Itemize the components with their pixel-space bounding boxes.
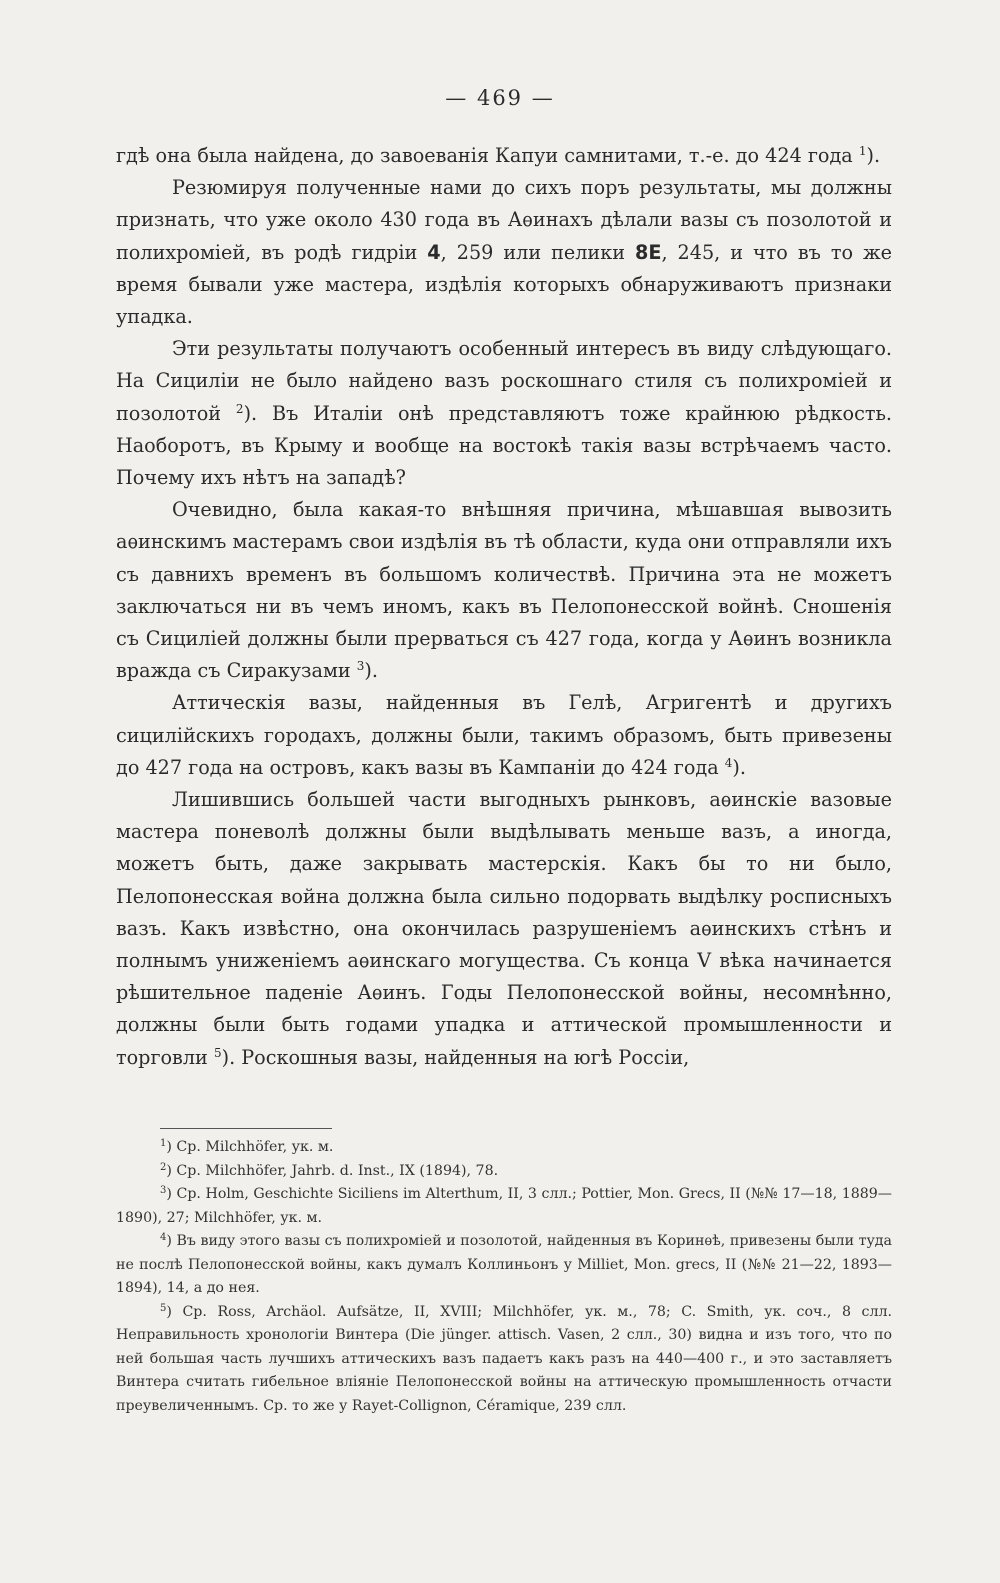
footnotes (116, 1136, 892, 1418)
footnote: $^5$) Ср. Ross, Archäol. Aufsätze, II, XVIII; Milchhöfer, ук. м., 78; C. Smith, ук. соч., 8 слл. Неправильность хронологіи Винтера (Die jünger. attisch. Vasen, 2 слл., 30) видна и изъ того, что по ней большая часть лучшихъ аттическихъ вазъ падаетъ какъ разъ на 440—400 г., и это заставляетъ Винтера считать гибельное вліяніе Пелопонесской войны на аттическую промышленность отчасти преувеличеннымъ. Ср. то же у Rayet-Collignon, Céramique, 239 слл. (116, 1302, 892, 1414)
paragraph: Эти результаты получаютъ особенный интересъ въ виду слѣдующаго. На Сициліи не было найдено вазъ роскошнаго стиля съ полихроміей и позолотой $^2$). Въ Италіи онѣ представляютъ тоже крайнюю рѣдкость. Наоборотъ, въ Крыму и вообще на востокѣ такія вазы встрѣчаемъ часто. Почему ихъ нѣтъ на западѣ? (116, 337, 892, 490)
footnote-ref: 5 (213, 1045, 222, 1060)
footnote-ref: 1 (858, 144, 867, 158)
footnote-ref: 2 (235, 401, 244, 416)
footnote: $^1$) Ср. Milchhöfer, ук. м. (160, 1138, 334, 1155)
paragraph: Аттическія вазы, найденныя въ Гелѣ, Агригентѣ и другихъ сицилійскихъ городахъ, должны были, такимъ образомъ, быть привезены до 427 года на островъ, какъ вазы въ Кампаніи до 424 года $^4$). (116, 691, 892, 779)
paragraph: гдѣ она была найдена, до завоеванія Капуи самнитами, т.-е. до 424 года $^1$). (116, 144, 881, 167)
bold-number: 8E (634, 240, 662, 264)
footnote: $^2$) Ср. Milchhöfer, Jahrb. d. Inst., IX (1894), 78. (160, 1161, 499, 1179)
page-number: — 469 — (445, 86, 555, 110)
footnote-ref: 4 (724, 755, 733, 770)
footnote-ref: 3 (356, 659, 365, 674)
footnote-divider (160, 1128, 332, 1129)
bold-number: 4 (427, 240, 441, 264)
paragraph: Очевидно, была какая-то внѣшняя причина, мѣшавшая вывозить аѳинскимъ мастерамъ свои издѣлія въ тѣ области, куда они отправляли ихъ съ давнихъ временъ въ большомъ количествѣ. Причина эта не можетъ заключаться ни въ чемъ иномъ, какъ въ Пелопонесской войнѣ. Сношенія съ Сициліей должны были прерваться съ 427 года, когда у Аѳинъ возникла вражда съ Сиракузами $^3$). (116, 498, 892, 683)
footnote: $^4$) Въ виду этого вазы съ полихроміей и позолотой, найденныя въ Коринѳѣ, привезены были туда не послѣ Пелопонесской войны, какъ думалъ Коллиньонъ у Milliet, Mon. grecs, II (№№ 21—22, 1893—1894), 14, а до нея. (116, 1232, 892, 1296)
footnote: $^3$) Ср. Holm, Geschichte Siciliens im Alterthum, II, 3 слл.; Pottier, Mon. Grecs, II (№№ 17—18, 1889—1890), 27; Milchhöfer, ук. м. (116, 1185, 892, 1226)
paragraph: Лишившись большей части выгодныхъ рынковъ, аѳинскіе вазовые мастера поневолѣ должны были выдѣлывать меньше вазъ, а иногда, можетъ быть, даже закрывать мастерскія. Какъ бы то ни было, Пелопонесская война должна была сильно подорвать выдѣлку росписныхъ вазъ. Какъ извѣстно, она окончилась разрушеніемъ аѳинскихъ стѣнъ и полнымъ униженіемъ аѳинскаго могущества. Съ конца V вѣка начинается рѣшительное паденіе Аѳинъ. Годы Пелопонесской войны, несомнѣнно, должны были быть годами упадка и аттической промышленности и торговли $^5$). Роскошныя вазы, найденныя на югѣ Россіи, (116, 788, 892, 1069)
paragraph: Резюмируя полученные нами до сихъ поръ результаты, мы должны признать, что уже около 430 года въ Аѳинахъ дѣлали вазы съ позолотой и полихроміей, въ родѣ гидріи 4, 259 или пелики 8E, 245, и что въ то же время бывали уже мастера, издѣлія которыхъ обнаруживаютъ признаки упадка. (116, 176, 892, 329)
body-text (116, 140, 892, 1074)
